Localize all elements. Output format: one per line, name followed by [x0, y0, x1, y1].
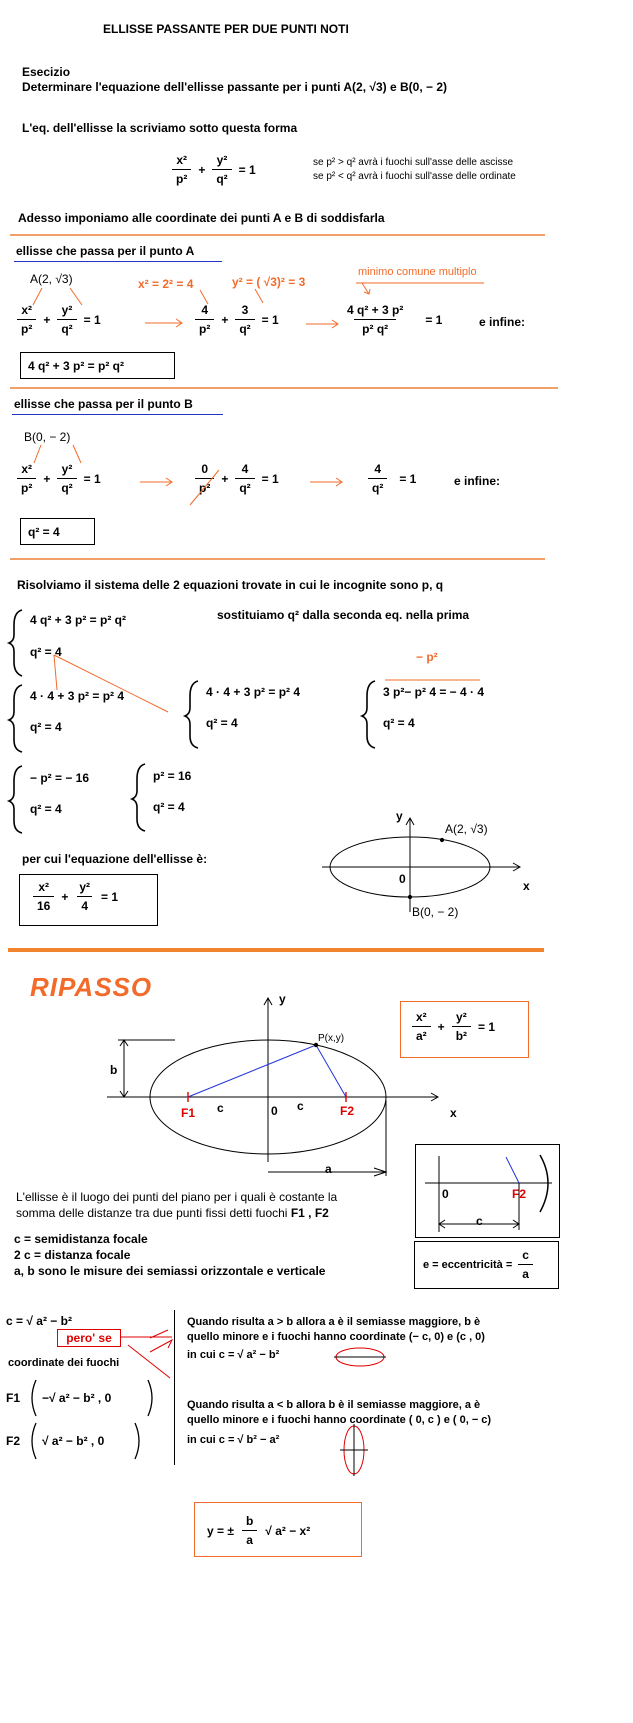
section-b-point: B(0, − 2)	[24, 430, 71, 444]
arrow-a-4	[255, 289, 263, 303]
section-b-result: q² = 4	[20, 518, 95, 545]
eccentricity-formula: e = eccentricità = $\frac{c}{a}$	[423, 1248, 533, 1281]
diagram-origin-label: 0	[271, 1104, 278, 1118]
braces	[9, 610, 375, 833]
def-semiaxes: a, b sono le misure dei semiassi orizzontale e verticale	[14, 1264, 326, 1278]
graph-y-label: y	[396, 809, 403, 823]
system3-line2: q² = 4	[206, 716, 238, 730]
system4-line1: 3 p²− p² 4 = − 4 · 4	[383, 685, 485, 699]
graph-x-label: x	[523, 879, 530, 893]
inset-drawing	[425, 1155, 552, 1232]
system5-line2: q² = 4	[30, 802, 62, 816]
section-b-arrows	[34, 445, 342, 505]
annotation-x-squared: x² = 2² = 4	[138, 277, 194, 291]
big-ellipse-diagram	[107, 998, 438, 1176]
final-label: per cui l'equazione dell'ellisse è:	[22, 852, 208, 866]
mini-ellipses	[334, 1348, 386, 1476]
inset-origin-label: 0	[442, 1187, 449, 1201]
section-a-heading: ellisse che passa per il punto A	[16, 244, 195, 258]
system4-annotation: − p²	[416, 650, 438, 664]
small-ellipse-graph	[322, 818, 520, 912]
pero-se-arrows	[120, 1330, 172, 1378]
diagram-a-label: a	[325, 1162, 332, 1176]
graph-origin-label: 0	[399, 872, 406, 886]
note-foci-y: se p² < q² avrà i fuochi sull'asse delle ordinate	[313, 171, 516, 182]
f1-label: F1	[6, 1391, 21, 1405]
brace-6	[132, 764, 145, 831]
system-sub-note: sostituiamo q² dalla seconda eq. nella prima	[217, 608, 470, 622]
section-b-finally: e infine:	[454, 474, 501, 488]
c-equation: c = √ a² − b²	[6, 1314, 72, 1328]
strike-line	[190, 470, 219, 505]
section-a-eq1: $\frac{\text{x²}}{\text{p²}}$ + $\frac{\text{y²}}{\text{q²}}$ = 1	[17, 303, 108, 336]
inset-radius	[506, 1157, 519, 1183]
section-a-result: 4 q² + 3 p² = p² q²	[20, 352, 175, 379]
general-equation: $\frac{\text{x²}}{\text{p²}}$ + $\frac{\text{y²}}{\text{q²}}$ = 1	[172, 153, 263, 186]
brace-5	[9, 766, 22, 833]
pero-se-box: pero' se	[57, 1329, 121, 1347]
f2-coordinates: √ a² − b² , 0	[42, 1434, 105, 1448]
case1-line3: in cui c = √ a² − b²	[187, 1349, 280, 1361]
note-foci-x: se p² > q² avrà i fuochi sull'asse delle ascisse	[313, 157, 514, 168]
definition-line2: somma delle distanze tra due punti fissi detti fuochi F1 , F2	[16, 1206, 329, 1220]
section-b-eq1: $\frac{\text{x²}}{\text{p²}}$ + $\frac{\text{y²}}{\text{q²}}$ = 1	[17, 462, 108, 495]
section-a-finally: e infine:	[479, 315, 526, 329]
exercise-statement: Determinare l'equazione dell'ellisse passante per i punti A(2, √3) e B(0, − 2)	[22, 80, 447, 94]
section-b-eq2: $\frac{0}{\text{p²}}$ + $\frac{4}{\text{q²}}$ = 1	[195, 462, 286, 495]
form-intro: L'eq. dell'ellisse la scriviamo sotto questa forma	[22, 121, 298, 135]
section-a-eq2: $\frac{4}{\text{p²}}$ + $\frac{3}{\text{q²}}$ = 1	[195, 303, 286, 336]
case2-line3: in cui c = √ b² − a²	[187, 1434, 280, 1446]
exercise-heading: Esecizio	[22, 65, 71, 79]
diagram-c1-label: c	[217, 1101, 224, 1115]
diagram-c2-label: c	[297, 1099, 304, 1113]
case2-line2: quello minore e i fuochi hanno coordinate ( 0, c ) e ( 0, − c)	[187, 1414, 492, 1426]
system6-line1: p² = 16	[153, 769, 192, 783]
f1-coordinates: −√ a² − b² , 0	[42, 1391, 112, 1405]
brace-3	[185, 681, 198, 748]
def-focal-distance: 2 c = distanza focale	[14, 1248, 131, 1262]
arrow-a-1	[33, 288, 42, 305]
point-p	[314, 1043, 318, 1047]
inset-c-label: c	[476, 1214, 483, 1228]
ripasso-title: RIPASSO	[30, 972, 153, 1002]
brace-2	[9, 685, 22, 752]
arrow-a-2	[70, 288, 82, 305]
final-equation: $\frac{\text{x²}}{16}$ + $\frac{\text{y²}}{4}$ = 1	[33, 880, 125, 913]
annotation-mcm: minimo comune multiplo	[358, 266, 477, 278]
arrow-a-3	[200, 290, 208, 304]
case1-line2: quello minore e i fuochi hanno coordinate (− c, 0) e (c , 0)	[187, 1331, 485, 1343]
system5-line1: − p² = − 16	[30, 771, 90, 785]
section-a-eq3: $\frac{\text{4 q² + 3 p²}}{\text{p² q²}}$ = 1	[347, 303, 443, 336]
case2-line1: Quando risulta a < b allora b è il semiasse maggiore, a è	[187, 1399, 481, 1411]
brace-1	[9, 610, 22, 676]
f2-label: F2	[6, 1434, 21, 1448]
definition-line1: L'ellisse è il luogo dei punti del piano per i quali è costante la	[16, 1190, 338, 1204]
system1-line1: 4 q² + 3 p² = p² q²	[30, 613, 127, 627]
system4-line2: q² = 4	[383, 716, 415, 730]
diagram-f2-label: F2	[340, 1104, 355, 1118]
brace-4	[362, 681, 375, 748]
section-b-heading: ellisse che passa per il punto B	[14, 397, 193, 411]
section-a-point: A(2, √3)	[30, 272, 73, 286]
y-equation: y = ± $\frac{b}{a}$ √ a² − x²	[207, 1514, 311, 1547]
impose-text: Adesso imponiamo alle coordinate dei punti A e B di soddisfarla	[18, 211, 385, 225]
diagram-y-label: y	[279, 992, 286, 1006]
diagram-x-label: x	[450, 1106, 457, 1120]
graph-point-b-label: B(0, − 2)	[412, 905, 459, 919]
system1-line2: q² = 4	[30, 645, 62, 659]
diagram-f1-label: F1	[181, 1106, 196, 1120]
def-semidistance: c = semidistanza focale	[14, 1232, 148, 1246]
graph-point-a-label: A(2, √3)	[445, 822, 488, 836]
section-a-arrows	[33, 283, 484, 328]
annotation-y-squared: y² = ( √3)² = 3	[232, 275, 306, 289]
system6-line2: q² = 4	[153, 800, 185, 814]
system2-line2: q² = 4	[30, 720, 62, 734]
focal-radii	[188, 1045, 346, 1097]
system3-line1: 4 · 4 + 3 p² = p² 4	[206, 685, 301, 699]
system2-line1: 4 · 4 + 3 p² = p² 4	[30, 689, 125, 703]
coordinate-parens	[32, 1380, 152, 1459]
small-point-a	[440, 838, 443, 841]
page-title: ELLISSE PASSANTE PER DUE PUNTI NOTI	[103, 22, 349, 36]
inset-f2-label: F2	[512, 1187, 527, 1201]
diagram-b-label: b	[110, 1063, 118, 1077]
section-b-eq3: $\frac{4}{\text{q²}}$ = 1	[368, 462, 423, 495]
foci-coordinates-label: coordinate dei fuochi	[8, 1357, 120, 1369]
case1-line1: Quando risulta a > b allora a è il semiasse maggiore, b è	[187, 1316, 481, 1328]
small-point-b	[408, 895, 411, 898]
system-intro: Risolviamo il sistema delle 2 equazioni trovate in cui le incognite sono p, q	[17, 578, 444, 592]
diagram-point-p-label: P(x,y)	[318, 1033, 345, 1044]
ripasso-equation: $\frac{\text{x²}}{\text{a²}}$ + $\frac{\text{y²}}{\text{b²}}$ = 1	[412, 1010, 502, 1043]
